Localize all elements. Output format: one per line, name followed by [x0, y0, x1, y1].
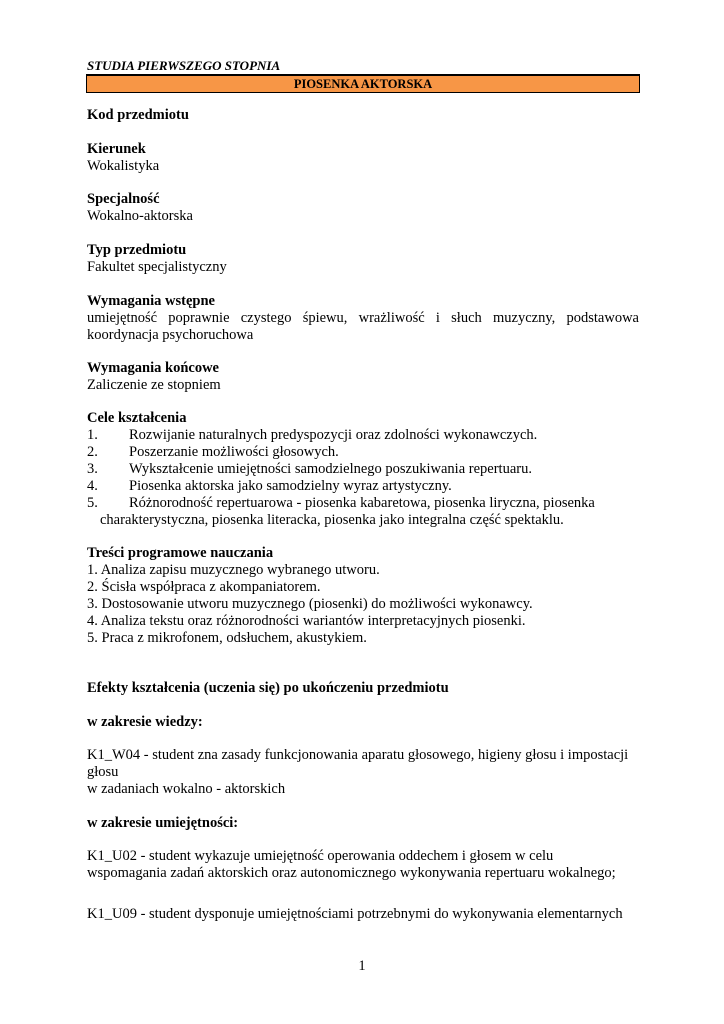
kod-heading: Kod przedmiotu [87, 107, 189, 123]
cele-item-num: 3. [87, 461, 98, 477]
page-number: 1 [358, 958, 366, 974]
cele-item-text: Rozwijanie naturalnych predyspozycji oraz zdolności wykonawczych. [129, 427, 538, 443]
specjalnosc-value: Wokalno-aktorska [87, 208, 193, 224]
typ-heading: Typ przedmiotu [87, 242, 187, 258]
tresci-item: 3. Dostosowanie utworu muzycznego (piosenki) do możliwości wykonawcy. [87, 596, 533, 612]
cele-heading: Cele kształcenia [87, 410, 187, 426]
wiedza-heading: w zakresie wiedzy: [87, 714, 203, 730]
tresci-item: 2. Ścisła współpraca z akompaniatorem. [87, 579, 321, 595]
kierunek-value: Wokalistyka [87, 158, 160, 174]
typ-value: Fakultet specjalistyczny [87, 259, 227, 275]
k1-w04-line2: głosu [87, 764, 119, 780]
wymagania-koncowe-value: Zaliczenie ze stopniem [87, 377, 221, 393]
wymagania-wstepne-line2: koordynacja psychoruchowa [87, 327, 254, 343]
cele-item-num: 5. [87, 495, 98, 511]
wymagania-wstepne-heading: Wymagania wstępne [87, 293, 215, 309]
k1-u09-line1: K1_U09 - student dysponuje umiejętnościami potrzebnymi do wykonywania elementarnych [87, 906, 623, 922]
efekty-heading: Efekty kształcenia (uczenia się) po ukończeniu przedmiotu [87, 680, 449, 696]
tresci-heading: Treści programowe nauczania [87, 545, 274, 561]
cele-item-text: Wykształcenie umiejętności samodzielnego poszukiwania repertuaru. [129, 461, 532, 477]
cele-item-text: Piosenka aktorska jako samodzielny wyraz artystyczny. [129, 478, 452, 494]
kierunek-heading: Kierunek [87, 141, 146, 157]
cele-item-text: Poszerzanie możliwości głosowych. [129, 444, 339, 460]
umiejetnosci-heading: w zakresie umiejętności: [87, 815, 239, 831]
k1-u02-line2: wspomagania zadań aktorskich oraz autonomicznego wykonywania repertuaru wokalnego; [87, 865, 616, 881]
study-level-heading: STUDIA PIERWSZEGO STOPNIA [87, 58, 281, 73]
course-title-banner: PIOSENKA AKTORSKA [86, 75, 640, 93]
k1-u02-line1: K1_U02 - student wykazuje umiejętność operowania oddechem i głosem w celu [87, 848, 554, 864]
cele-item-num: 4. [87, 478, 98, 494]
k1-w04-line3: w zadaniach wokalno - aktorskich [87, 781, 286, 797]
cele-item-num: 2. [87, 444, 98, 460]
cele-item-text: Różnorodność repertuarowa - piosenka kabaretowa, piosenka liryczna, piosenka [129, 495, 595, 511]
tresci-item: 4. Analiza tekstu oraz różnorodności wariantów interpretacyjnych piosenki. [87, 613, 526, 629]
cele-item-num: 1. [87, 427, 98, 443]
tresci-item: 1. Analiza zapisu muzycznego wybranego utworu. [87, 562, 380, 578]
tresci-item: 5. Praca z mikrofonem, odsłuchem, akustykiem. [87, 630, 367, 646]
cele-item5-continuation: charakterystyczna, piosenka literacka, piosenka jako integralna część spektaklu. [100, 512, 564, 528]
wymagania-koncowe-heading: Wymagania końcowe [87, 360, 219, 376]
specjalnosc-heading: Specjalność [87, 191, 160, 207]
wymagania-wstepne-line1: umiejętność poprawnie czystego śpiewu, wrażliwość i słuch muzyczny, podstawowa [87, 310, 639, 326]
k1-w04-line1: K1_W04 - student zna zasady funkcjonowania aparatu głosowego, higieny głosu i impostacji [87, 747, 629, 763]
